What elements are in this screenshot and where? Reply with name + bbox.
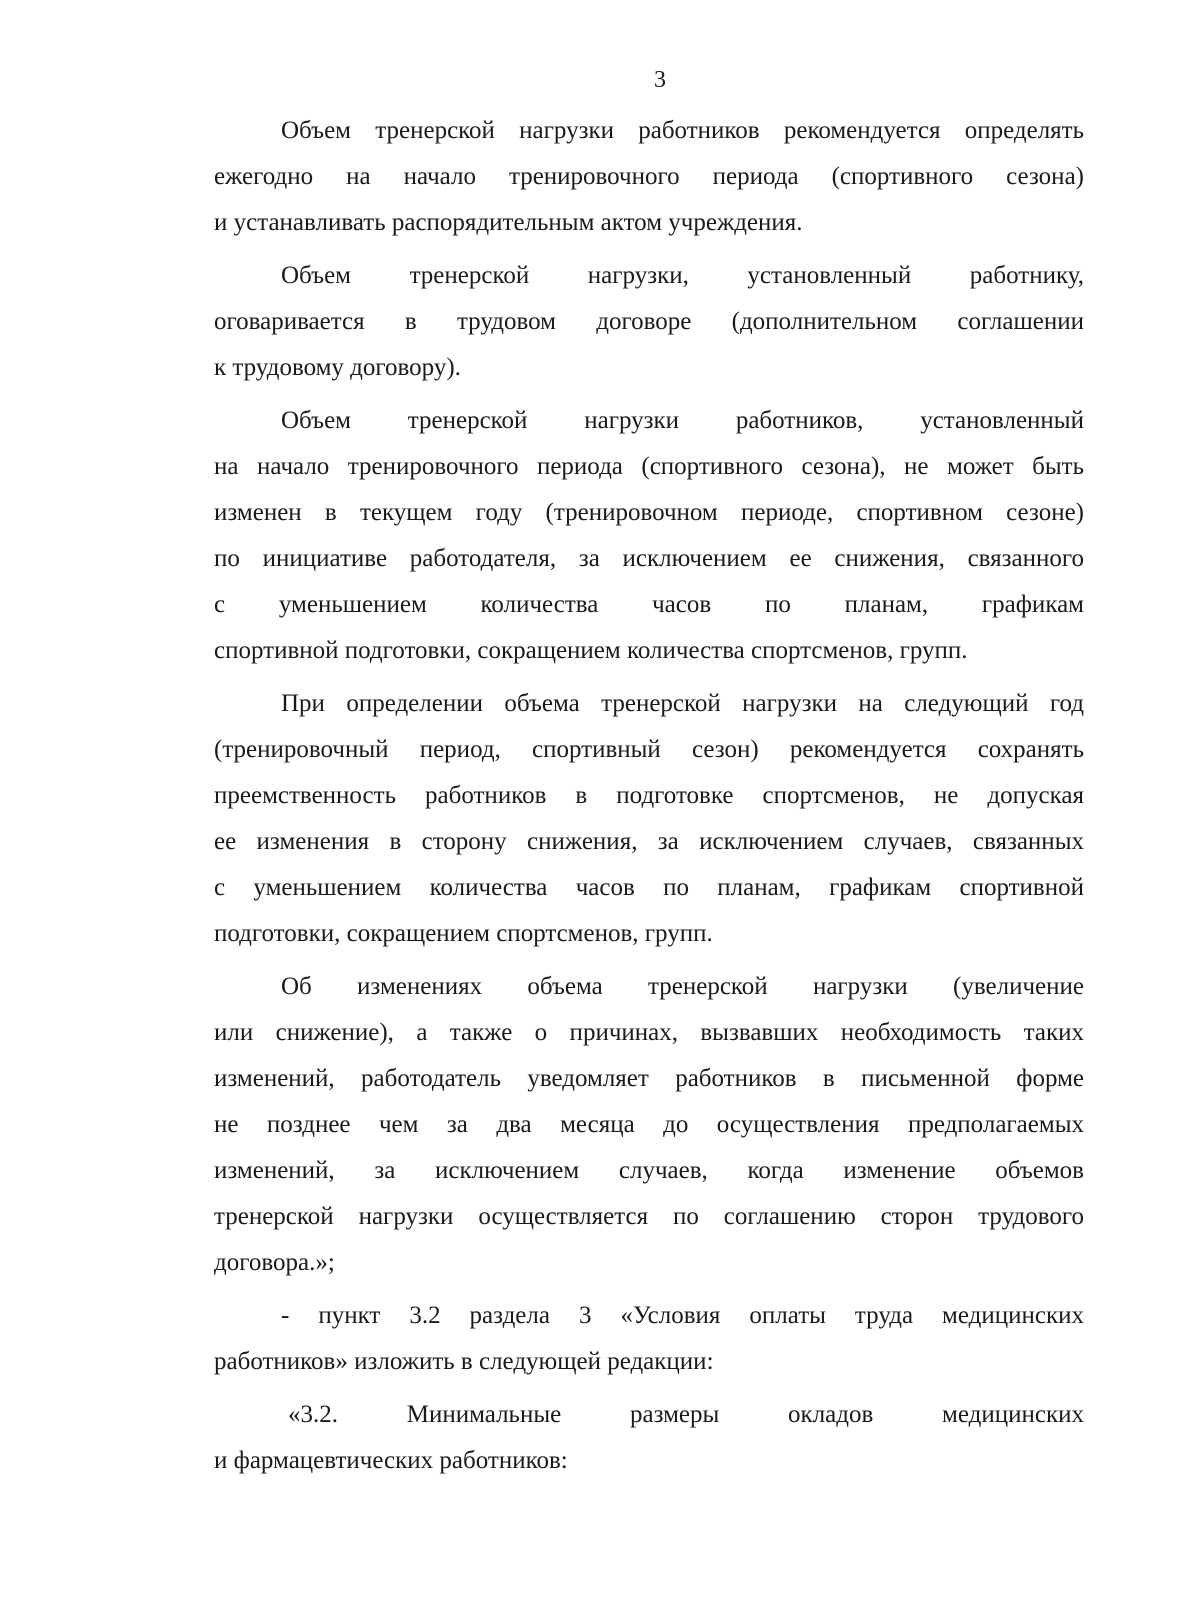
text-line: изменений, за исключением случаев, когда изменение объемов <box>214 1157 1084 1184</box>
text-line: изменен в текущем году (тренировочном периоде, спортивном сезоне) <box>214 499 1084 526</box>
text-line: спортивной подготовки, сокращением количества спортсменов, групп. <box>214 637 968 664</box>
text-line: и устанавливать распорядительным актом учреждения. <box>214 209 803 236</box>
text-line: подготовки, сокращением спортсменов, групп. <box>214 920 713 947</box>
page-number: 3 <box>654 67 666 93</box>
paragraph-workload-continuity <box>214 681 1084 957</box>
document-body <box>214 108 1084 1491</box>
text-line: оговаривается в трудовом договоре (дополнительном соглашении <box>214 308 1084 335</box>
paragraph-clause-3-2-amendment <box>214 1293 1084 1385</box>
text-line: тренерской нагрузки осуществляется по соглашению сторон трудового <box>214 1203 1084 1230</box>
text-line: работников» изложить в следующей редакции: <box>214 1348 714 1375</box>
paragraph-workload-unchangeable <box>214 398 1084 674</box>
paragraph-workload-changes-notice <box>214 964 1084 1286</box>
text-line: «3.2. Минимальные размеры окладов медицинских <box>288 1401 1084 1428</box>
paragraph-workload-contract <box>214 253 1084 391</box>
text-line: - пункт 3.2 раздела 3 «Условия оплаты труда медицинских <box>281 1302 1084 1329</box>
text-line: с уменьшением количества часов по планам, графикам спортивной <box>214 874 1084 901</box>
text-line: к трудовому договору). <box>214 354 461 381</box>
text-line: по инициативе работодателя, за исключением ее снижения, связанного <box>214 545 1084 572</box>
text-line: ее изменения в сторону снижения, за исключением случаев, связанных <box>214 828 1084 855</box>
text-line: Объем тренерской нагрузки, установленный работнику, <box>281 262 1084 289</box>
text-line: ежегодно на начало тренировочного периода (спортивного сезона) <box>214 163 1084 190</box>
text-line: не позднее чем за два месяца до осуществления предполагаемых <box>214 1111 1084 1138</box>
text-line: договора.»; <box>214 1249 335 1276</box>
text-line: (тренировочный период, спортивный сезон) рекомендуется сохранять <box>214 736 1084 763</box>
text-line: При определении объема тренерской нагрузки на следующий год <box>281 690 1084 717</box>
paragraph-workload-determination <box>214 108 1084 246</box>
text-line: Объем тренерской нагрузки работников рекомендуется определять <box>281 117 1084 144</box>
text-line: преемственность работников в подготовке спортсменов, не допуская <box>214 782 1084 809</box>
text-line: Об изменениях объема тренерской нагрузки (увеличение <box>281 973 1084 1000</box>
text-line: с уменьшением количества часов по планам, графикам <box>214 591 1084 618</box>
text-line: и фармацевтических работников: <box>214 1447 568 1474</box>
text-line: или снижение), а также о причинах, вызвавших необходимость таких <box>214 1019 1084 1046</box>
paragraph-clause-3-2-text <box>214 1392 1084 1484</box>
text-line: изменений, работодатель уведомляет работников в письменной форме <box>214 1065 1084 1092</box>
text-line: Объем тренерской нагрузки работников, установленный <box>281 407 1084 434</box>
text-line: на начало тренировочного периода (спортивного сезона), не может быть <box>214 453 1084 480</box>
